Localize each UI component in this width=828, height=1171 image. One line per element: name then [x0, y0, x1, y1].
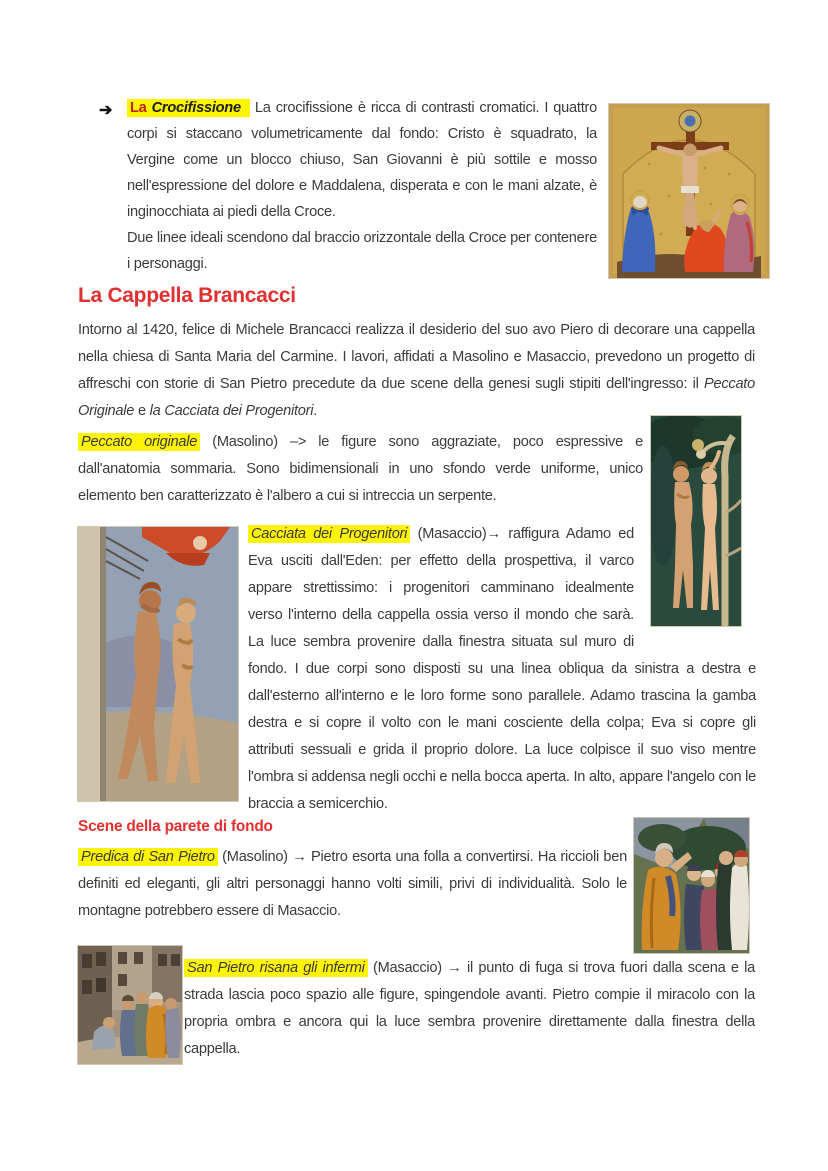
predica-attrib: (Masolino) →: [222, 849, 307, 865]
predica-paragraph: [78, 844, 627, 925]
crocifissione-painting-art: [609, 104, 769, 278]
arrow-bullet-icon: ➔: [99, 102, 113, 119]
peccato-body: le figure sono aggraziate, poco espressive e dall'anatomia sommaria. Sono bidimensionali in uno sfondo verde uniforme, unico elemento ben caratterizzato è l'albero a cui si intreccia un serpente.: [78, 434, 643, 504]
risana-paragraph: [184, 955, 755, 1063]
intro-italic-cacciata: la Cacciata dei Progenitori: [149, 403, 314, 419]
risana-body: il punto di fuga si trova fuori dalla scena e la strada lascia poco spazio alle figure, spingendole avanti. Pietro compie il miracolo con la propria ombra e ancora qui la luce sembra provenire direttamente dalla finestra della cappella.: [184, 960, 755, 1057]
peccato-attrib: (Masolino) –>: [212, 434, 307, 450]
crocifissione-title-la: La: [130, 100, 147, 116]
cacciata-dei-progenitori-painting: [77, 526, 239, 802]
brancacci-intro-paragraph: [78, 317, 755, 425]
cacciata-section: [248, 521, 756, 818]
peccato-title-highlight: Peccato originale: [78, 433, 200, 451]
risana-painting-art: [78, 946, 182, 1064]
crocifissione-body: La crocifissione è ricca di contrasti cromatici. I quattro corpi si staccano volumetricamente dal fondo: Cristo è squadrato, la Vergine come un blocco chiuso, San Giovanni è più sottile e mosso nell'espressione del dolore e Maddalena, disperata e con le mani alzate, è inginocchiata ai piedi della Croce.: [127, 100, 597, 220]
crocifissione-paragraph-2: Due linee ideali scendono dal braccio orizzontale della Croce per contenere i personaggi.: [127, 230, 597, 272]
risana-section: [184, 955, 755, 1063]
peccato-paragraph: [78, 429, 643, 510]
predica-section: [78, 844, 627, 925]
crocifissione-title-name: Crocifissione: [151, 100, 241, 116]
san-pietro-risana-gli-infermi-painting: [77, 945, 183, 1065]
crocifissione-paragraph: [127, 95, 597, 225]
predica-painting-art: [634, 818, 749, 953]
risana-title-highlight: San Pietro risana gli infermi: [184, 959, 368, 977]
intro-italic-peccato: Peccato Originale: [78, 376, 755, 419]
predica-title-highlight: Predica di San Pietro: [78, 848, 218, 866]
cacciata-painting-art: [78, 527, 238, 801]
cacciata-wrap-spacer: [634, 521, 756, 633]
intro-text-2: e: [137, 403, 146, 419]
parete-subheading: Scene della parete di fondo: [78, 818, 273, 835]
cacciata-attrib: (Masaccio)→: [417, 526, 501, 542]
crocifissione-section: [127, 95, 597, 277]
crocifissione-title-highlight: [127, 99, 250, 117]
peccato-section: [78, 429, 643, 510]
cacciata-body: raffigura Adamo ed Eva usciti dall'Eden: per effetto della prospettiva, il varco appare strettissimo: i progenitori camminano idealmente verso l'interno della cappella ossia verso il mondo che sarà. La luce sembra provenire dalla finestra situata sul muro di fondo. I due corpi sono disposti su una linea obliqua da sinistra a destra e dall'esterno all'interno e le loro forme sono parallele. Adamo trascina la gamba destra e si copre il volto con le mani cosciente della colpa; Eva si copre gli attributi sessuali e grida il proprio dolore. La luce colpisce il suo viso mentre l'ombra si addensa negli occhi e nella bocca aperta. In alto, appare l'angelo con le braccia a semicerchio.: [248, 526, 756, 812]
intro-text: Intorno al 1420, felice di Michele Brancacci realizza il desiderio del suo avo Piero di decorare una cappella nella chiesa di Santa Maria del Carmine. I lavori, affidati a Masolino e Masaccio, prevedono un progetto di affreschi con storie di San Pietro precedute da due scene della genesi sugli stipiti dell'ingresso: il: [78, 322, 755, 392]
crocifissione-painting: [608, 103, 770, 279]
cacciata-title-highlight: Cacciata dei Progenitori: [248, 525, 410, 543]
brancacci-intro-section: [78, 317, 755, 425]
intro-text-3: .: [313, 403, 318, 419]
predica-di-san-pietro-painting: [633, 817, 750, 954]
risana-attrib: (Masaccio) →: [373, 960, 462, 976]
predica-body: Pietro esorta una folla a convertirsi. Ha riccioli ben definiti ed eleganti, gli altri personaggi hanno volti simili, privi di individualità. Solo le montagne potrebbero essere di Masaccio.: [78, 849, 627, 919]
page-title: La Cappella Brancacci: [78, 284, 296, 307]
